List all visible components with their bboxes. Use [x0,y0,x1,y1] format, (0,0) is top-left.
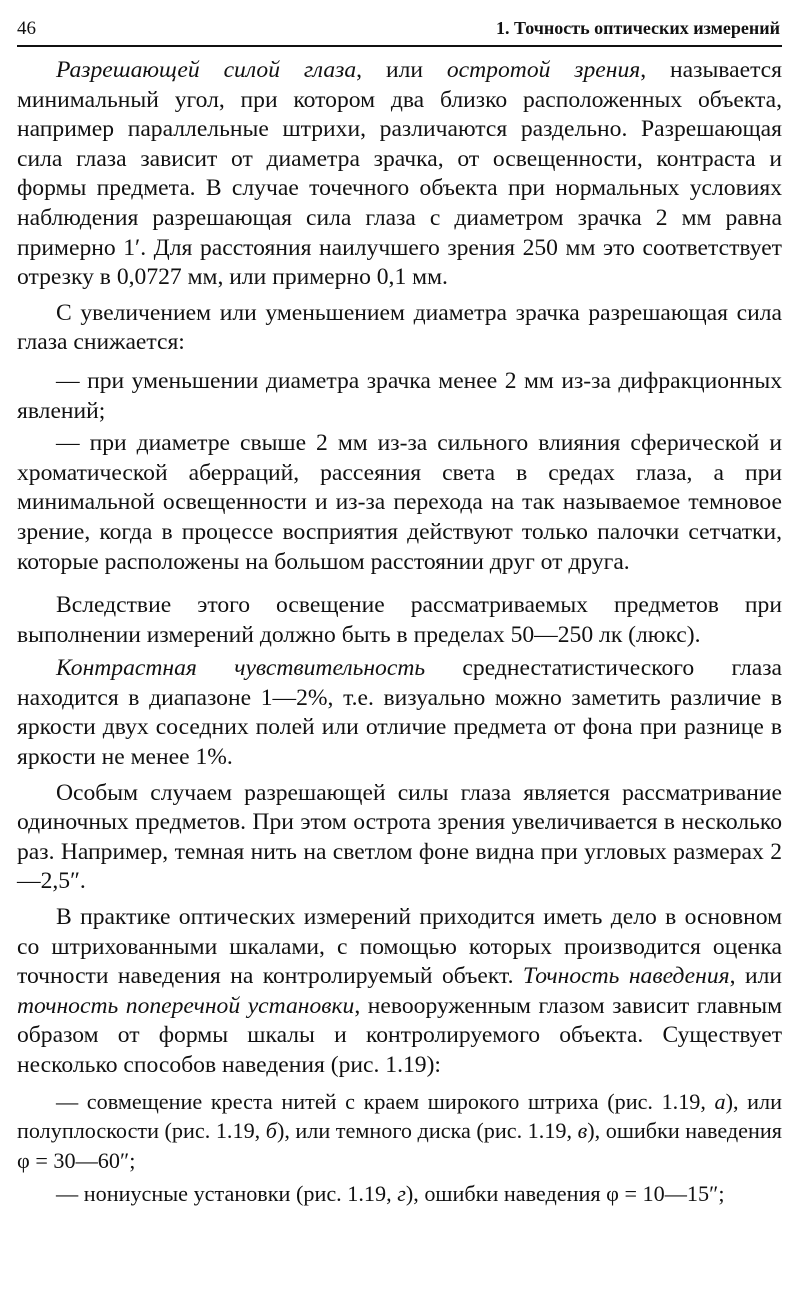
text-span: ), ошибки наведения φ = 30—60″; [17,1118,782,1173]
text-span: Особым случаем разрешающей силы глаза является рассматривание одиночных предметов. При этом острота зрения увеличивается в несколько раз. Например, темная нить на светлом фоне видна при угловых размерах 2—2,5″. [17,779,782,895]
text-span: — нониусные установки (рис. 1.19, [56,1181,398,1207]
term-contrast-sensitivity: Контрастная чувствительность [56,655,426,682]
text-span: ), или темного диска (рис. 1.19, [276,1118,578,1144]
paragraph-single-objects [17,779,782,897]
list-item-crosshair [17,1087,782,1176]
term-transverse-setting: точность поперечной установки [17,992,355,1019]
text-span: В практике оптических измерений приходится иметь дело в основном со штрихованными шкалами, с помощью которых производится оценка точности наведения на контролируемый объект. [17,904,782,990]
term-resolving-power: Разрешающей силой глаза [56,57,357,83]
text-span: — совмещение креста нитей с краем широкого штриха (рис. 1.19, [56,1088,715,1114]
text-span: ), ошибки наведения φ = 10—15″; [405,1181,725,1207]
text-span: — при уменьшении диаметра зрачка менее 2 мм из-за дифракционных явлений; [17,367,782,424]
text-span: , называется минимальный угол, при котором два близко расположенных объекта, например параллельные штрихи, различаются раздельно. Разрешающая сила глаза зависит от диаметра зрачка, от освещенности, контраста и формы предмета. В случае точечного объекта при нормальных условиях наблюдения разрешающая сила глаза с диаметром зрачка 2 мм равна примерно 1′. Для расстояния наилучшего зрения 250 мм это соответствует отрезку в 0,0727 мм, или примерно 0,1 мм. [17,57,783,291]
term-visual-acuity: остротой зрения [446,57,641,83]
list-item-aberrations [17,429,782,577]
list-item-diffraction [17,367,782,426]
text-span: , невооруженным глазом зависит главным образом от формы шкалы и контролируемого объекта. Существует несколько способов наведения (рис. 1.19): [17,992,782,1078]
paragraph-resolving-power [17,56,782,293]
text-span: — при диаметре свыше 2 мм из-за сильного влияния сферической и хроматической аберраций, рассеяния света в средах глаза, а при минимальной освещенности и из-за перехода на так называемое темновое зрение, когда в процессе восприятия действуют только палочки сетчатки, которые расположены на большом расстоянии друг от друга. [17,430,782,575]
paragraph-pointing-accuracy [17,903,782,1081]
paragraph-illumination [17,591,782,650]
text-span: Вследствие этого освещение рассматриваемых предметов при выполнении измерений должно быть в пределах 50—250 лк (люкс). [17,592,782,648]
text-span: ), или полуплоскости (рис. 1.19, [17,1088,782,1144]
paragraph-contrast-sensitivity [17,654,782,772]
list-item-vernier [17,1179,782,1209]
page-header [17,18,782,47]
term-pointing-accuracy: Точность наведения [522,963,730,990]
text-span: С увеличением или уменьшением диаметра зрачка разрешающая сила глаза снижается: [17,299,782,356]
chapter-title: 1. Точность оптических измерений [496,18,780,38]
text-span: , или [356,57,447,83]
page-content [17,56,782,1209]
book-page [17,18,782,1209]
figure-ref-g: г [397,1181,406,1207]
figure-ref-a: а [714,1088,726,1114]
figure-ref-b: б [265,1118,277,1144]
text-span: , или [729,963,782,990]
figure-ref-v: в [577,1118,588,1144]
paragraph-pupil-diameter [17,299,782,358]
page-number: 46 [17,18,36,39]
text-span: среднестатистического глаза находится в диапазоне 1—2%, т.е. визуально можно заметить различие в яркости двух соседних полей или отличие предмета от фона при разнице в яркости не менее 1%. [17,655,782,771]
